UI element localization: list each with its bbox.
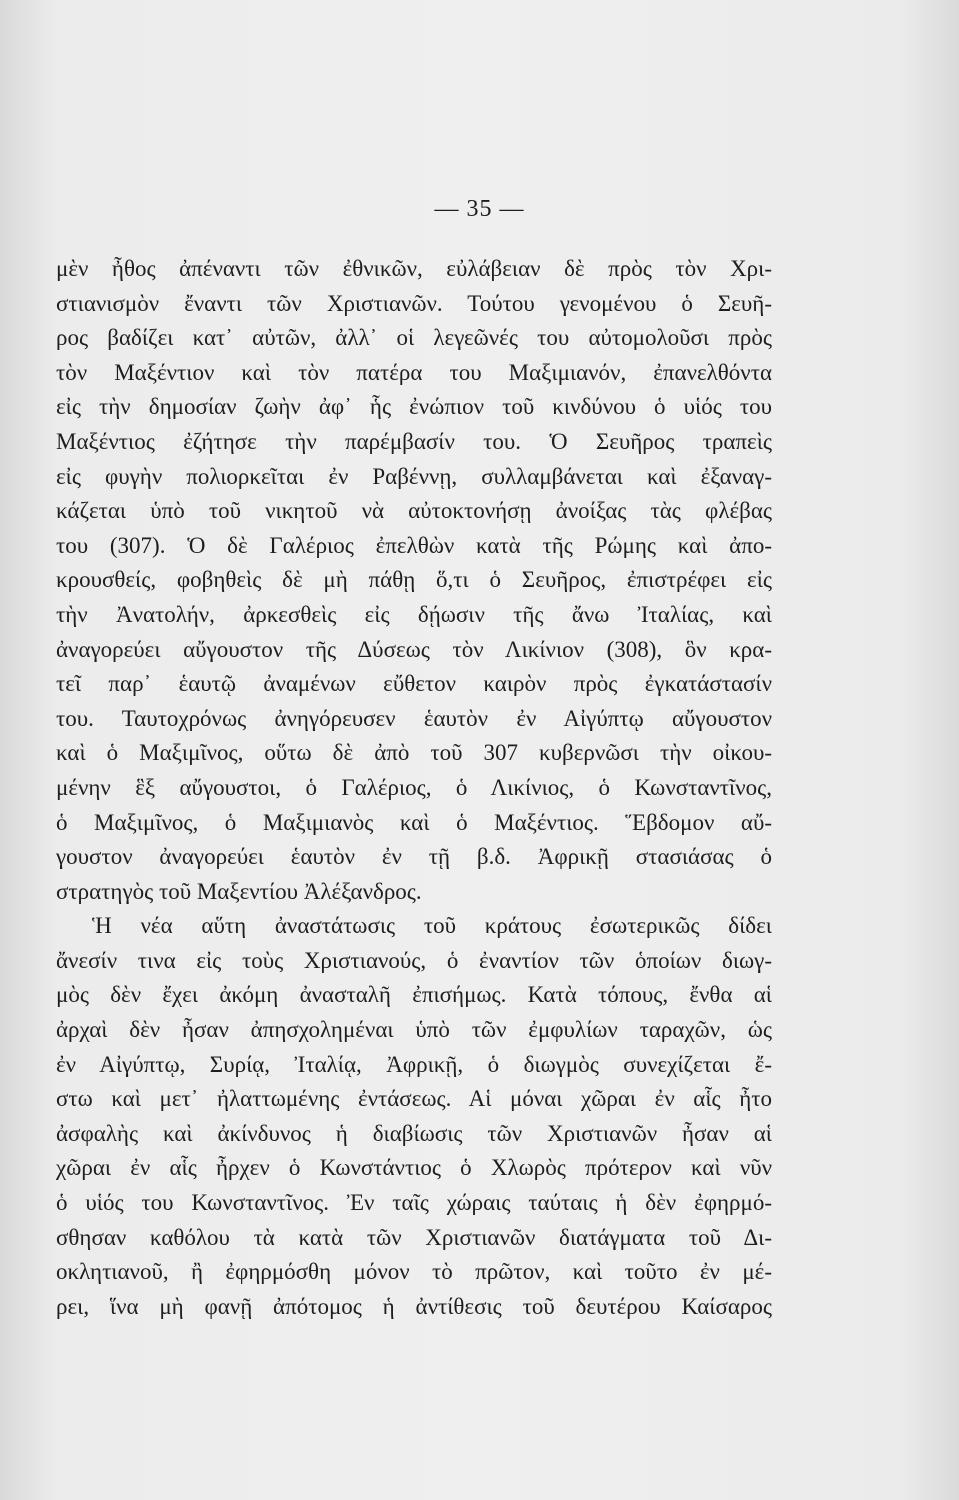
paragraph-start-line: Ἡ νέα αὕτη ἀναστάτωσις τοῦ κράτους ἐσωτερικῶς δίδει (92, 913, 772, 939)
text-line: ρος βαδίζει κατ᾿ αὐτῶν, ἀλλ᾿ οἱ λεγεῶνές του αὐτομολοῦσι πρὸς (56, 325, 772, 351)
text-line: ὁ Μαξιμῖνος, ὁ Μαξιμιανὸς καὶ ὁ Μαξέντιος. Ἕβδομον αὔ- (56, 809, 772, 835)
text-line: του (307). Ὁ δὲ Γαλέριος ἐπελθὼν κατὰ τῆς Ρώμης καὶ ἀπο- (56, 532, 772, 558)
text-line: του. Ταυτοχρόνως ἀνηγόρευσεν ἑαυτὸν ἐν Αἰγύπτῳ αὔγουστον (56, 705, 772, 731)
text-line: οκλητιανοῦ, ἢ ἐφηρμόσθη μόνον τὸ πρῶτον, καὶ τοῦτο ἐν μέ- (56, 1259, 772, 1285)
text-line: χῶραι ἐν αἷς ἦρχεν ὁ Κωνστάντιος ὁ Χλωρὸς πρότερον καὶ νῦν (56, 1155, 772, 1181)
text-line: τὸν Μαξέντιον καὶ τὸν πατέρα του Μαξιμιανόν, ἐπανελθόντα (56, 359, 772, 385)
text-line: εἰς φυγὴν πολιορκεῖται ἐν Ραβέννῃ, συλλαμβάνεται καὶ ἐξαναγ- (56, 463, 772, 489)
text-line: ἄνεσίν τινα εἰς τοὺς Χριστιανούς, ὁ ἐναντίον τῶν ὁποίων διωγ- (56, 947, 772, 973)
text-line: στρατηγὸς τοῦ Μαξεντίου Ἀλέξανδρος. (56, 878, 422, 904)
text-line: Μαξέντιος ἐζήτησε τὴν παρέμβασίν του. Ὁ Σευῆρος τραπεὶς (56, 428, 772, 454)
text-line: σθησαν καθόλου τὰ κατὰ τῶν Χριστιανῶν διατάγματα τοῦ Δι- (56, 1224, 772, 1250)
body-text (56, 252, 772, 1324)
text-line: κάζεται ὑπὸ τοῦ νικητοῦ νὰ αὐτοκτονήσῃ ἀνοίξας τὰς φλέβας (56, 498, 772, 524)
text-line: ἀσφαλὴς καὶ ἀκίνδυνος ἡ διαβίωσις τῶν Χριστιανῶν ἦσαν αἱ (56, 1120, 772, 1146)
text-line: ἐν Αἰγύπτῳ, Συρίᾳ, Ἰταλίᾳ, Ἀφρικῇ, ὁ διωγμὸς συνεχίζεται ἔ- (56, 1051, 772, 1077)
page-number: — 35 — (434, 196, 525, 222)
text-line: ρει, ἵνα μὴ φανῇ ἀπότομος ἡ ἀντίθεσις τοῦ δευτέρου Καίσαρος (56, 1293, 772, 1319)
text-line: μὲν ἦθος ἀπέναντι τῶν ἐθνικῶν, εὐλάβειαν δὲ πρὸς τὸν Χρι- (56, 256, 772, 281)
text-line: στω καὶ μετ᾿ ἠλαττωμένης ἐντάσεως. Αἱ μόναι χῶραι ἐν αἷς ἦτο (56, 1086, 772, 1112)
text-line: μένην ἓξ αὔγουστοι, ὁ Γαλέριος, ὁ Λικίνιος, ὁ Κωνσταντῖνος, (56, 774, 772, 800)
text-line: στιανισμὸν ἔναντι τῶν Χριστιανῶν. Τούτου γενομένου ὁ Σευῆ- (56, 290, 772, 316)
text-line: μὸς δὲν ἔχει ἀκόμη ἀνασταλῆ ἐπισήμως. Κατὰ τόπους, ἔνθα αἱ (56, 982, 772, 1008)
text-line: ἀρχαὶ δὲν ἦσαν ἀπησχολημέναι ὑπὸ τῶν ἐμφυλίων ταραχῶν, ὡς (56, 1017, 772, 1043)
text-line: τεῖ παρ᾿ ἑαυτῷ ἀναμένων εὔθετον καιρὸν πρὸς ἐγκατάστασίν (56, 671, 772, 697)
text-line: κρουσθείς, φοβηθεὶς δὲ μὴ πάθῃ ὅ,τι ὁ Σευῆρος, ἐπιστρέφει εἰς (56, 567, 772, 593)
text-line: εἰς τὴν δημοσίαν ζωὴν ἀφ᾿ ἧς ἐνώπιον τοῦ κινδύνου ὁ υἱός του (56, 394, 772, 420)
text-line: ἀναγορεύει αὔγουστον τῆς Δύσεως τὸν Λικίνιον (308), ὃν κρα- (56, 636, 772, 662)
text-line: γουστον ἀναγορεύει ἑαυτὸν ἐν τῇ β.δ. Ἀφρικῇ στασιάσας ὁ (56, 844, 772, 870)
text-line: ὁ υἱός του Κωνσταντῖνος. Ἐν ταῖς χώραις ταύταις ἡ δὲν ἐφηρμό- (56, 1190, 772, 1216)
text-line: καὶ ὁ Μαξιμῖνος, οὕτω δὲ ἀπὸ τοῦ 307 κυβερνῶσι τὴν οἰκου- (56, 740, 772, 766)
text-line: τὴν Ἀνατολήν, ἀρκεσθεὶς εἰς δῄωσιν τῆς ἄνω Ἰταλίας, καὶ (56, 601, 772, 627)
